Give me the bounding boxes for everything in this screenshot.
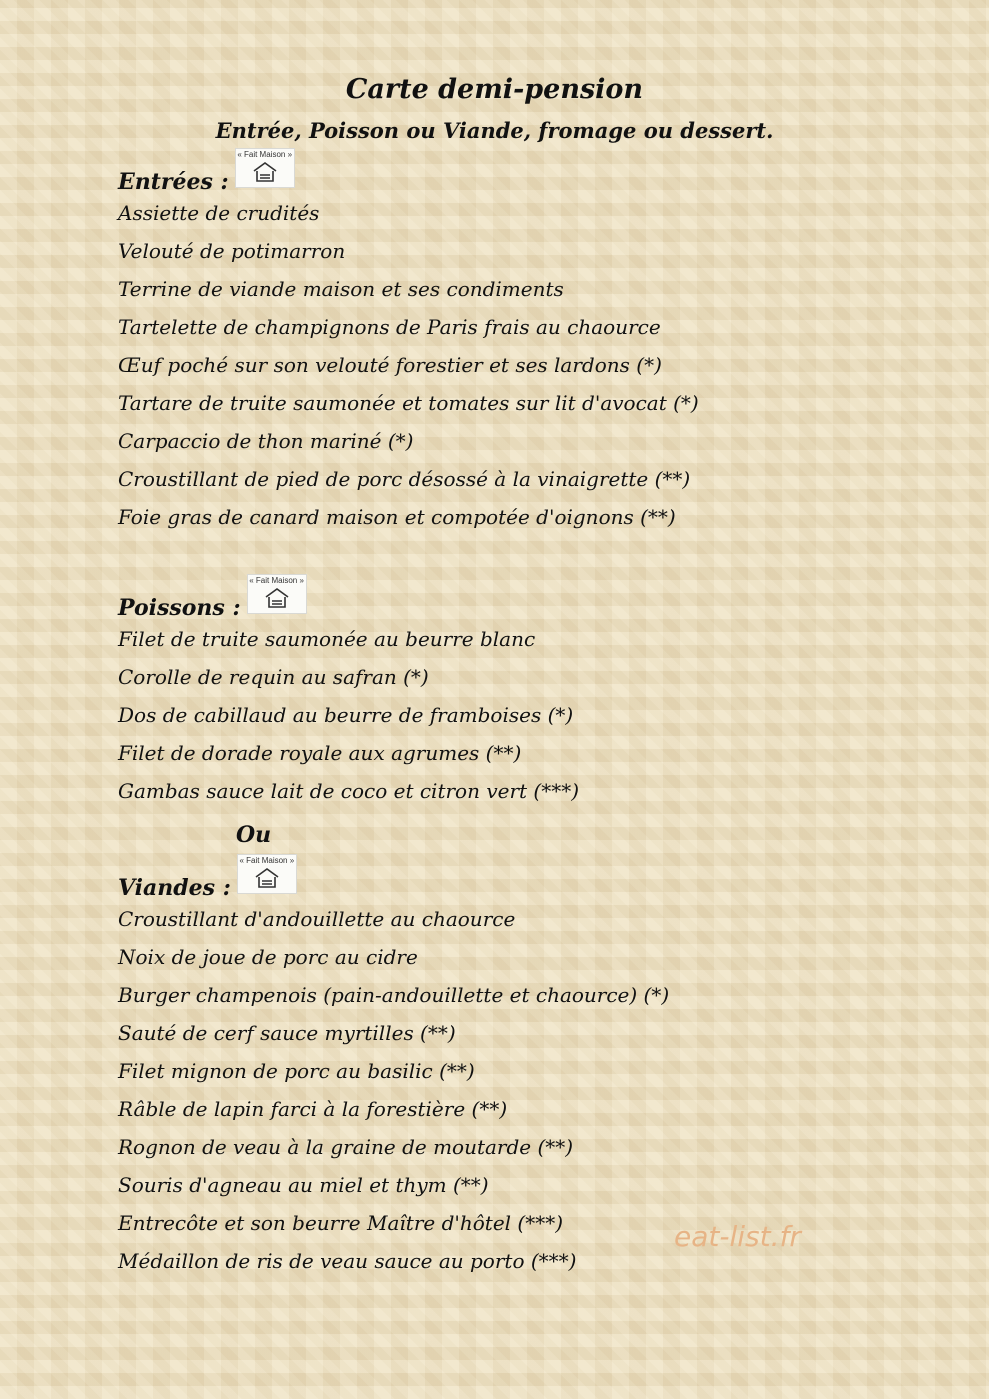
- menu-item: Foie gras de canard maison et compotée d'oignons (**): [118, 505, 676, 529]
- menu-item: Souris d'agneau au miel et thym (**): [118, 1173, 489, 1197]
- section-poissons: [118, 576, 898, 810]
- fait-maison-badge: [247, 574, 307, 614]
- menu-item: Tartelette de champignons de Paris frais au chaource: [118, 315, 661, 339]
- fait-maison-house-icon: [262, 587, 292, 609]
- menu-item: Terrine de viande maison et ses condiments: [118, 277, 564, 301]
- section-entrees: [118, 150, 898, 536]
- section-header-poissons: [118, 576, 898, 621]
- section-header-viandes: [118, 856, 898, 901]
- menu-item: Gambas sauce lait de coco et citron vert (***): [118, 779, 580, 803]
- menu-item: Filet de dorade royale aux agrumes (**): [118, 741, 522, 765]
- badge-label: « Fait Maison »: [237, 150, 293, 159]
- menu-item: Velouté de potimarron: [118, 239, 346, 263]
- menu-item: Filet mignon de porc au basilic (**): [118, 1059, 475, 1083]
- menu-item: Filet de truite saumonée au beurre blanc: [118, 627, 536, 651]
- menu-item: Noix de joue de porc au cidre: [118, 945, 418, 969]
- menu-item: Rognon de veau à la graine de moutarde (**): [118, 1135, 574, 1159]
- menu-item: Râble de lapin farci à la forestière (**): [118, 1097, 508, 1121]
- watermark: eat-list.fr: [674, 1220, 801, 1253]
- menu-item: Assiette de crudités: [118, 201, 320, 225]
- menu-item: Entrecôte et son beurre Maître d'hôtel (***): [118, 1211, 564, 1235]
- section-title-entrees: Entrées :: [118, 169, 229, 195]
- section-header-entrees: [118, 150, 898, 195]
- section-title-poissons: Poissons :: [118, 595, 241, 621]
- menu-item: Médaillon de ris de veau sauce au porto (***): [118, 1249, 577, 1273]
- fait-maison-badge: [235, 148, 295, 188]
- menu-item: Dos de cabillaud au beurre de framboises (*): [118, 703, 574, 727]
- menu-item: Carpaccio de thon mariné (*): [118, 429, 414, 453]
- fait-maison-house-icon: [252, 867, 282, 889]
- fait-maison-house-icon: [250, 161, 280, 183]
- badge-label: « Fait Maison »: [239, 856, 295, 865]
- section-title-viandes: Viandes :: [118, 875, 231, 901]
- fait-maison-badge: [237, 854, 297, 894]
- page-title: Carte demi-pension: [345, 74, 644, 105]
- badge-label: « Fait Maison »: [249, 576, 304, 585]
- menu-item: Croustillant de pied de porc désossé à la vinaigrette (**): [118, 467, 691, 491]
- menu-item: Corolle de requin au safran (*): [118, 665, 429, 689]
- section-viandes: [118, 856, 898, 1280]
- page-subtitle: Entrée, Poisson ou Viande, fromage ou dessert.: [215, 118, 774, 143]
- menu-item: Burger champenois (pain-andouillette et chaource) (*): [118, 983, 670, 1007]
- menu-item: Tartare de truite saumonée et tomates sur lit d'avocat (*): [118, 391, 699, 415]
- or-separator: Ou: [236, 822, 272, 848]
- menu-item: Œuf poché sur son velouté forestier et ses lardons (*): [118, 353, 662, 377]
- menu-item: Croustillant d'andouillette au chaource: [118, 907, 516, 931]
- menu-item: Sauté de cerf sauce myrtilles (**): [118, 1021, 456, 1045]
